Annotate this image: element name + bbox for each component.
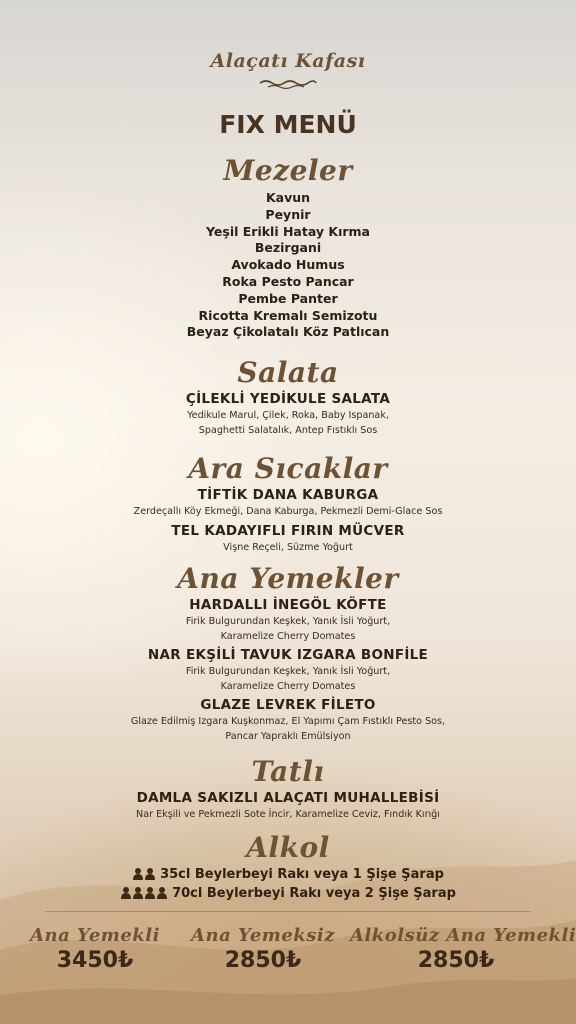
- section-tatli: [0, 755, 576, 822]
- list-item: Bezirgani: [254, 240, 322, 256]
- price-label: Alkolsüz Ana Yemekli: [350, 925, 576, 946]
- list-item: Yeşil Erikli Hatay Kırma: [206, 223, 370, 239]
- price-option: [350, 925, 576, 973]
- price-option: [20, 925, 170, 973]
- dish-desc: Firik Bulgurundan Keşkek, Yanık İsli Yoğurt,: [185, 666, 391, 677]
- dish-desc: Zerdeçallı Köy Ekmeği, Dana Kaburga, Pekmezli Demi-Glace Sos: [133, 506, 443, 517]
- dish-desc: Vişne Reçeli, Süzme Yoğurt: [223, 542, 353, 553]
- list-item: Kavun: [265, 190, 311, 205]
- dish-name: NAR EKŞİLİ TAVUK IZGARA BONFİLE: [147, 647, 429, 663]
- price-option: [188, 925, 338, 973]
- alcohol-option-text: 35cl Beylerbeyi Rakı veya 1 Şişe Şarap: [160, 867, 444, 882]
- dish-name: HARDALLI İNEGÖL KÖFTE: [189, 597, 387, 613]
- dish-name: ÇİLEKLİ YEDİKULE SALATA: [185, 391, 391, 407]
- section-title: Ana Yemekler: [177, 562, 399, 595]
- alcohol-option-text: 70cl Beylerbeyi Rakı veya 2 Şişe Şarap: [172, 886, 456, 901]
- alcohol-option: [0, 884, 576, 903]
- list-item: Roka Pesto Pancar: [222, 273, 354, 289]
- dish-name: GLAZE LEVREK FİLETO: [200, 697, 376, 713]
- section-title: Ara Sıcaklar: [188, 452, 388, 485]
- dish-name: TİFTİK DANA KABURGA: [197, 487, 379, 503]
- section-alkol: [0, 831, 576, 903]
- brand-logo: Alaçatı Kafası: [210, 50, 366, 72]
- price-value: 2850₺: [417, 948, 495, 973]
- section-ana-yemekler: [0, 562, 576, 744]
- section-title: Salata: [237, 356, 339, 389]
- list-item: Beyaz Çikolatalı Köz Patlıcan: [186, 324, 390, 340]
- dish-desc: Karamelize Cherry Domates: [220, 631, 356, 642]
- dish-desc: Karamelize Cherry Domates: [220, 681, 356, 692]
- dish-desc: Spaghetti Salatalık, Antep Fıstıklı Sos: [198, 425, 378, 436]
- section-salata: [0, 356, 576, 438]
- section-ara-sicaklar: [0, 452, 576, 555]
- dish-desc: Pancar Yapraklı Emülsiyon: [225, 731, 351, 742]
- list-item: Avokado Humus: [231, 257, 345, 273]
- dish-desc: Nar Ekşili ve Pekmezli Sote İncir, Karamelize Ceviz, Fındık Kırığı: [136, 809, 440, 820]
- dish-name: TEL KADAYIFLI FIRIN MÜCVER: [171, 523, 405, 539]
- divider: [45, 911, 531, 912]
- alcohol-option: [0, 865, 576, 884]
- page-title: FIX MENÜ: [219, 110, 357, 139]
- people-icon: [132, 867, 158, 880]
- price-value: 2850₺: [224, 948, 302, 973]
- section-title: Mezeler: [223, 154, 353, 187]
- price-label: Ana Yemeksiz: [191, 925, 335, 946]
- dish-desc: Glaze Edilmiş Izgara Kuşkonmaz, El Yapımı Çam Fıstıklı Pesto Sos,: [130, 716, 446, 727]
- people-icon: [120, 886, 170, 899]
- section-title: Alkol: [246, 831, 330, 864]
- section-mezeler: [0, 154, 576, 341]
- dish-name: DAMLA SAKIZLI ALAÇATI MUHALLEBİSİ: [136, 790, 440, 806]
- wave-icon: [258, 78, 318, 90]
- price-value: 3450₺: [56, 948, 134, 973]
- list-item: Peynir: [265, 206, 311, 222]
- dish-desc: Yedikule Marul, Çilek, Roka, Baby Ispanak,: [187, 410, 389, 421]
- section-title: Tatlı: [251, 755, 325, 788]
- list-item: Pembe Panter: [238, 290, 338, 306]
- price-label: Ana Yemekli: [30, 925, 160, 946]
- list-item: Ricotta Kremalı Semizotu: [198, 307, 378, 323]
- dish-desc: Firik Bulgurundan Keşkek, Yanık İsli Yoğurt,: [185, 616, 391, 627]
